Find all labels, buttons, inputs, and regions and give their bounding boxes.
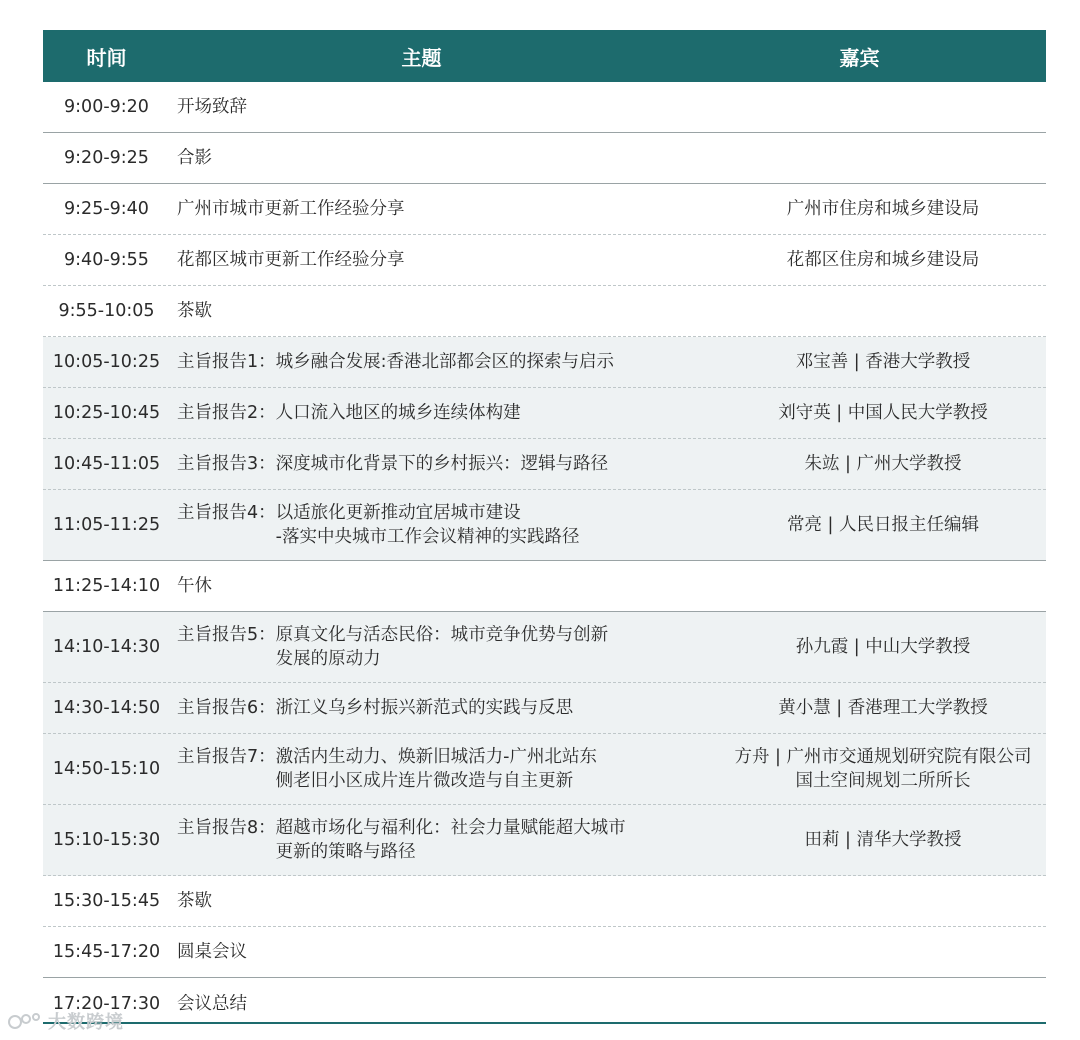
row-report-label: 主旨报告8： [177, 818, 276, 838]
row-topic [170, 889, 720, 913]
table-row [43, 337, 1046, 388]
row-title: 原真文化与活态民俗：城市竞争优势与创新 发展的原动力 [275, 625, 609, 669]
row-topic [170, 401, 720, 425]
table-row [43, 490, 1046, 561]
watermark-text: 大数跨境 [48, 1012, 124, 1033]
row-title: 激活内生动力、焕新旧城活力-广州北站东 侧老旧小区成片连片微改造与自主更新 [275, 747, 597, 791]
row-title: 会议总结 [177, 993, 247, 1014]
row-topic [170, 696, 720, 720]
row-title: 茶歇 [177, 301, 212, 321]
watermark-logo-icon [8, 1011, 44, 1031]
watermark [8, 1008, 124, 1034]
row-time: 14:10-14:30 [52, 637, 161, 657]
row-title: 超越市场化与福利化：社会力量赋能超大城市 更新的策略与路径 [275, 818, 626, 862]
table-row [43, 561, 1046, 612]
table-row [43, 82, 1046, 133]
row-report-label: 主旨报告3： [177, 454, 276, 474]
row-topic [170, 816, 720, 864]
table-row [43, 612, 1046, 683]
row-topic [170, 745, 720, 793]
row-title: 开场致辞 [177, 97, 247, 117]
row-guest: 孙九霞 | 中山大学教授 [795, 637, 971, 657]
row-title: 人口流入地区的城乡连续体构建 [275, 403, 521, 423]
table-row [43, 683, 1046, 734]
bottom-rule [43, 1022, 1046, 1024]
row-time: 9:00-9:20 [64, 97, 149, 117]
row-guest: 朱竑 | 广州大学教授 [804, 454, 962, 474]
row-topic [170, 940, 720, 964]
table-row [43, 805, 1046, 876]
table-row [43, 876, 1046, 927]
row-time: 9:55-10:05 [58, 301, 155, 321]
row-topic [170, 574, 720, 598]
row-topic [170, 452, 720, 476]
row-time: 10:25-10:45 [52, 403, 161, 423]
row-time: 9:25-9:40 [64, 199, 149, 219]
agenda-table [43, 30, 1046, 1029]
header-guest: 嘉宾 [839, 45, 880, 70]
table-row [43, 133, 1046, 184]
row-topic [170, 299, 720, 323]
row-time: 11:25-14:10 [52, 576, 161, 596]
row-time: 14:50-15:10 [52, 759, 161, 779]
row-title: 浙江义乌乡村振兴新范式的实践与反思 [275, 698, 574, 718]
row-time: 10:05-10:25 [52, 352, 161, 372]
row-topic [170, 197, 720, 221]
row-guest: 广州市住房和城乡建设局 [786, 199, 980, 219]
row-title: 深度城市化背景下的乡村振兴：逻辑与路径 [275, 454, 609, 474]
header-time: 时间 [86, 45, 127, 70]
row-report-label: 主旨报告2： [177, 403, 276, 423]
row-title: 午休 [177, 576, 212, 596]
table-header [43, 30, 1046, 82]
row-topic [170, 95, 720, 119]
row-time: 15:45-17:20 [52, 942, 161, 962]
row-topic [170, 350, 720, 374]
row-title: 茶歇 [177, 891, 212, 911]
table-body [43, 82, 1046, 1029]
table-row [43, 388, 1046, 439]
row-title: 以适旅化更新推动宜居城市建设 -落实中央城市工作会议精神的实践路径 [275, 503, 580, 547]
row-time: 11:05-11:25 [52, 515, 161, 535]
row-report-label: 主旨报告6： [177, 698, 276, 718]
row-topic [170, 992, 720, 1016]
row-report-label: 主旨报告5： [177, 625, 276, 645]
table-row [43, 235, 1046, 286]
row-title: 广州市城市更新工作经验分享 [177, 199, 405, 219]
row-topic [170, 623, 720, 671]
row-guest: 田莉 | 清华大学教授 [804, 830, 962, 850]
row-topic [170, 248, 720, 272]
table-row [43, 927, 1046, 978]
row-report-label: 主旨报告7： [177, 747, 276, 767]
row-topic [170, 146, 720, 170]
row-guest: 花都区住房和城乡建设局 [786, 250, 980, 270]
row-time: 15:30-15:45 [52, 891, 161, 911]
table-row [43, 286, 1046, 337]
row-guest: 常亮 | 人民日报主任编辑 [786, 515, 980, 535]
row-title: 圆桌会议 [177, 942, 247, 962]
header-topic: 主题 [401, 45, 442, 70]
row-guest: 刘守英 | 中国人民大学教授 [778, 403, 988, 423]
row-guest: 邓宝善 | 香港大学教授 [795, 352, 971, 372]
row-title: 城乡融合发展:香港北部都会区的探索与启示 [275, 352, 615, 372]
row-guest: 黄小慧 | 香港理工大学教授 [778, 698, 988, 718]
row-time: 9:40-9:55 [64, 250, 149, 270]
row-title: 花都区城市更新工作经验分享 [177, 250, 405, 270]
table-row [43, 184, 1046, 235]
table-row [43, 734, 1046, 805]
row-report-label: 主旨报告4： [177, 503, 276, 523]
row-time: 15:10-15:30 [52, 830, 161, 850]
row-title: 合影 [177, 148, 212, 168]
row-guest: 方舟 | 广州市交通规划研究院有限公司 国土空间规划二所所长 [734, 747, 1032, 791]
table-row [43, 439, 1046, 490]
row-report-label: 主旨报告1： [177, 352, 276, 372]
row-time: 14:30-14:50 [52, 698, 161, 718]
row-topic [170, 501, 720, 549]
row-time: 9:20-9:25 [64, 148, 149, 168]
row-time: 17:20-17:30 [52, 993, 161, 1014]
row-time: 10:45-11:05 [52, 454, 161, 474]
